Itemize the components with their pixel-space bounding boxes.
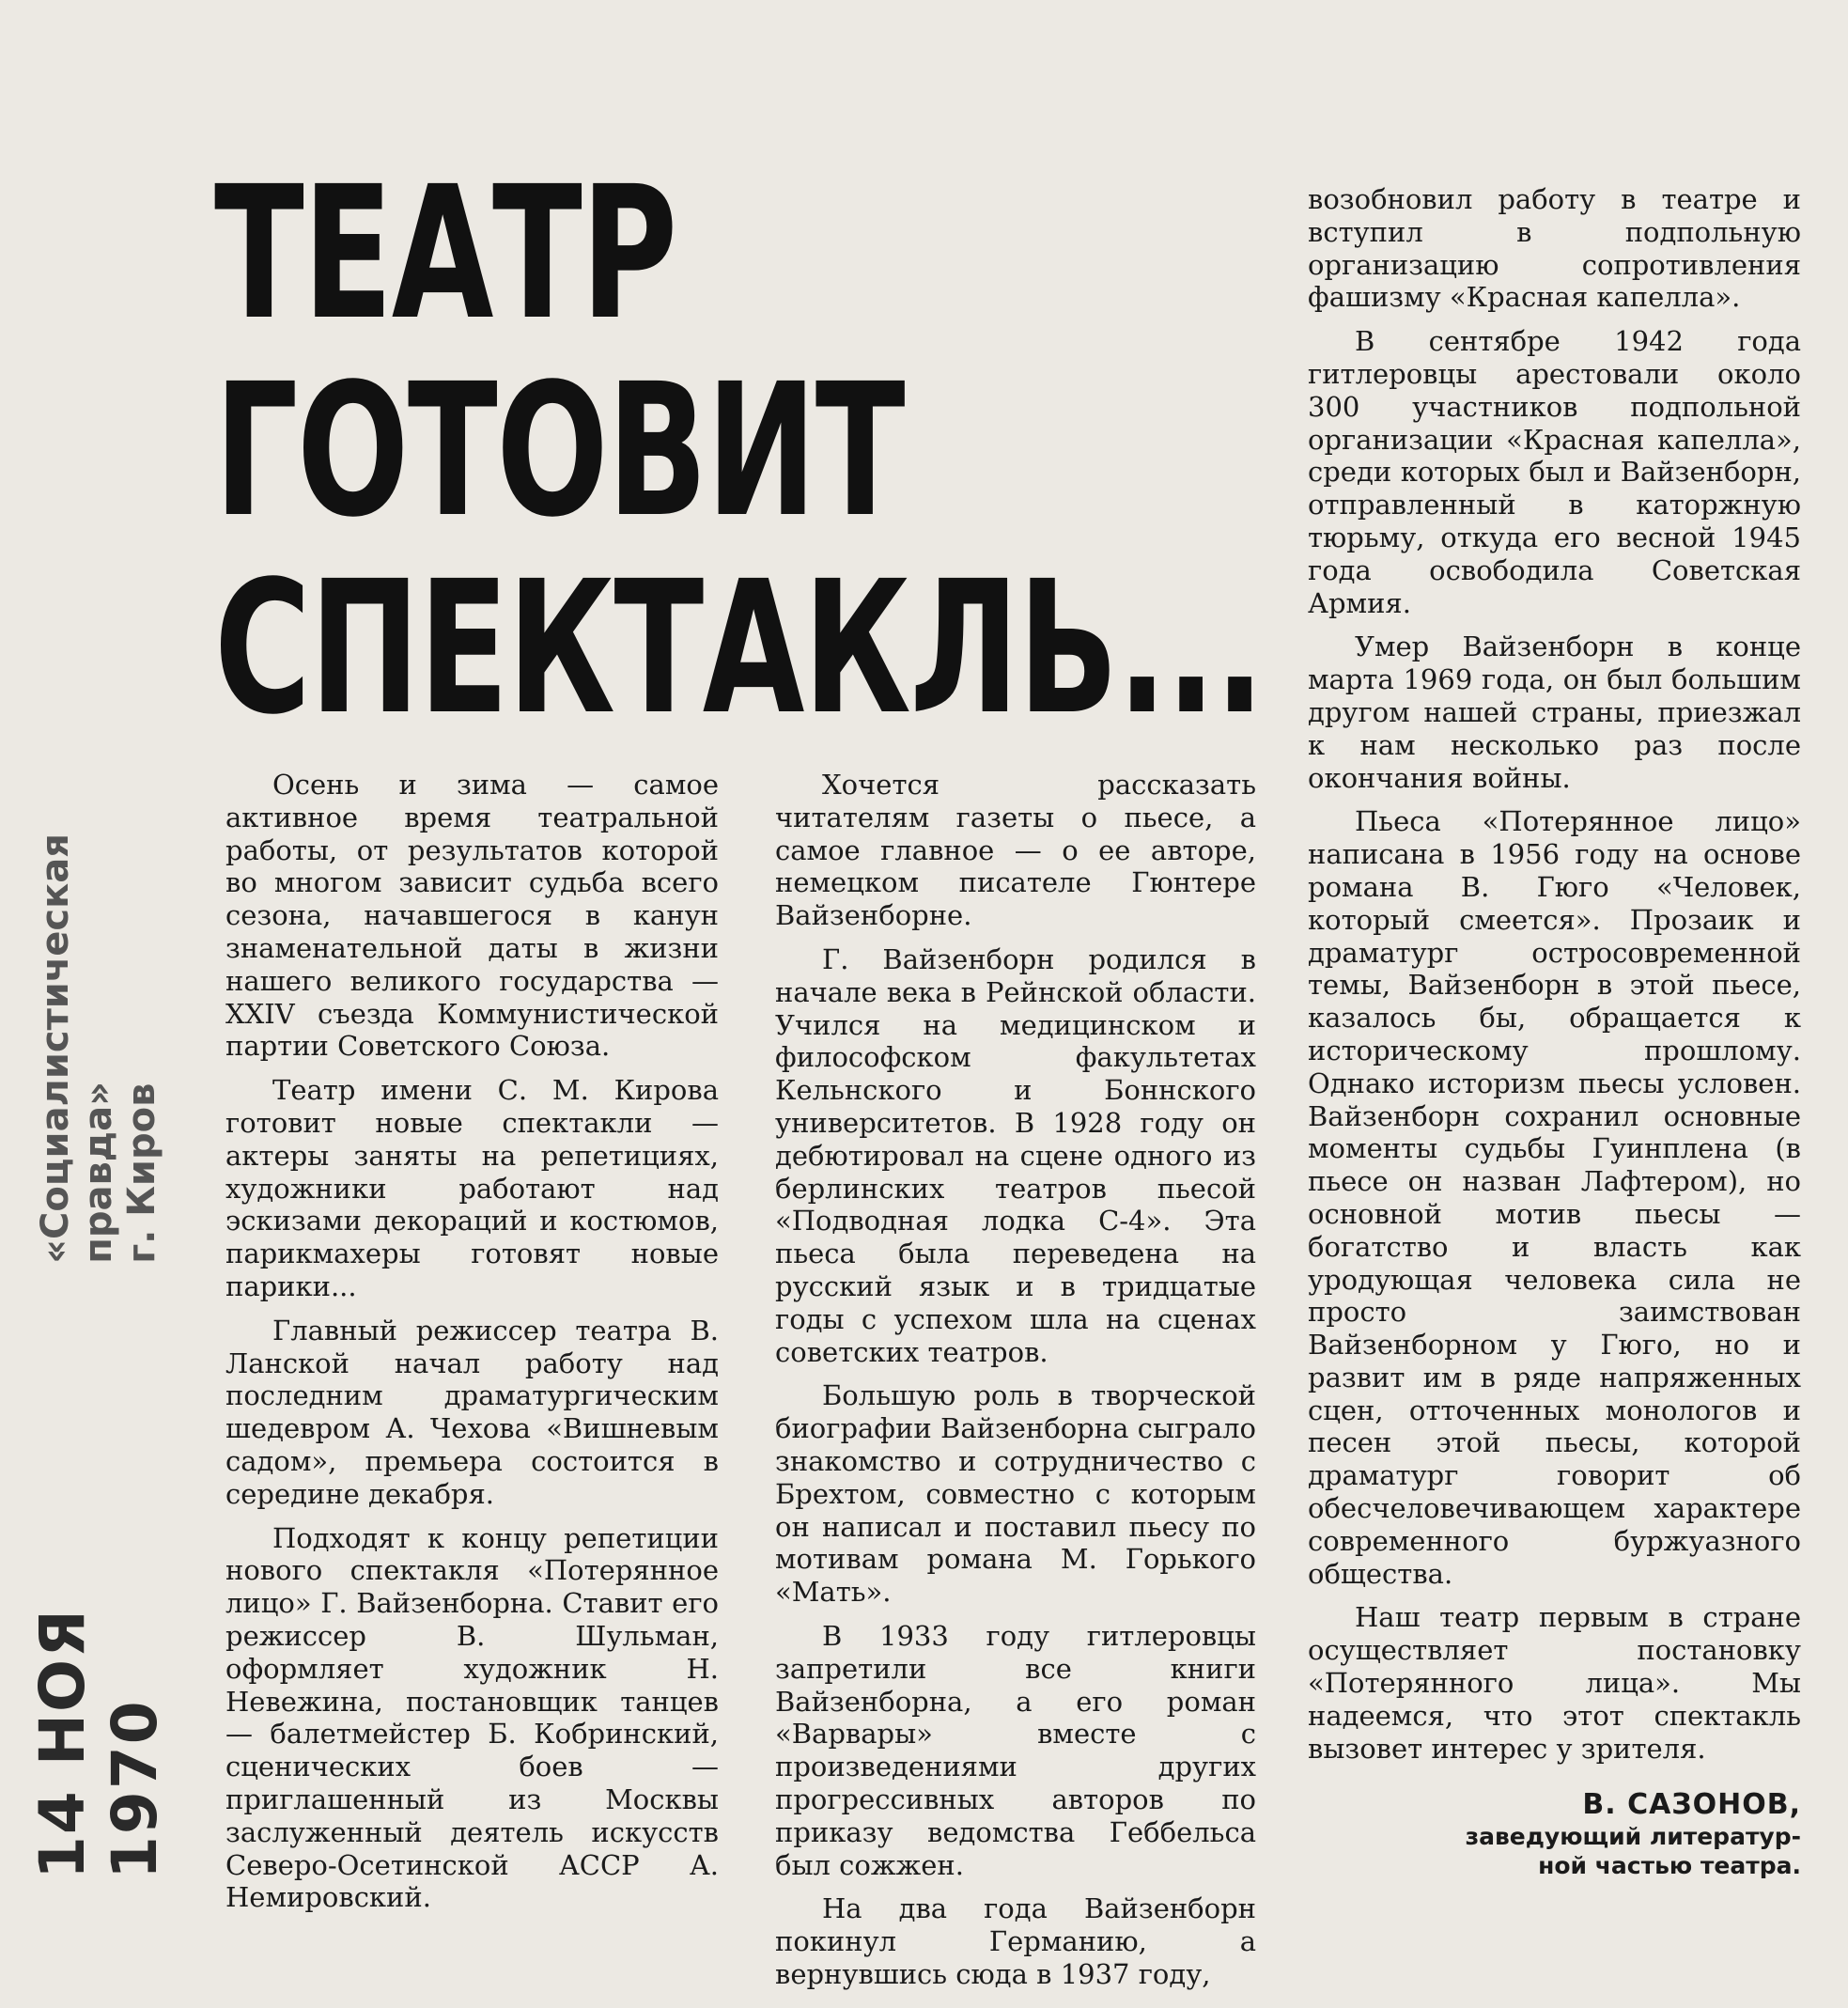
paragraph: Хочется рассказать читателям газеты о пьесе, а самое главное — о ее авторе, немецком писателе Гюнтере Вайзенборне.	[775, 769, 1256, 932]
headline-line-2: ГОТОВИТ	[214, 344, 905, 557]
paragraph: Главный режиссер театра В. Ланской начал работу над последним драматургическим шедевром А. Чехова «Вишневым садом», премьера состоится в середине декабря.	[225, 1314, 719, 1510]
headline-line-1: ТЕАТР	[214, 147, 676, 360]
paragraph: В 1933 году гитлеровцы запретили все книги Вайзенборна, а его роман «Варвары» вместе с произведениями других прогрессивных авторов по приказу ведомства Геббельса был сожжен.	[775, 1619, 1256, 1881]
author-signature	[1308, 1789, 1801, 1880]
paragraph: Большую роль в творческой биографии Вайзенборна сыграло знакомство и сотрудничество с Брехтом, совместно с которым он написал и поставил пьесу по мотивам романа М. Горького «Мать».	[775, 1379, 1256, 1609]
paragraph: В сентябре 1942 года гитлеровцы арестовали около 300 участников подпольной организации «Красная капелла», среди которых был и Вайзенборн, отправленный в каторжную тюрьму, откуда его весной 1945 года освободила Советская Армия.	[1308, 325, 1801, 619]
paragraph: Подходят к концу репетиции нового спектакля «Потерянное лицо» Г. Вайзенборна. Ставит его режиссер В. Шульман, оформляет художник Н. Невежина, постановщик танцев — балетмейстер Б. Кобринский, сценических боев — приглашенный из Москвы заслуженный деятель искусств Северо-Осетинской АССР А. Немировский.	[225, 1521, 719, 1914]
paragraph: Пьеса «Потерянное лицо» написана в 1956 году на основе романа В. Гюго «Человек, который смеется». Прозаик и драматург остросовременной темы, Вайзенборн в этой пьесе, казалось бы, обращается к историческому прошлому. Однако историзм пьесы условен. Вайзенборн сохранил основные моменты судьбы Гуинплена (в пьесе он назван Лафтером), но основной мотив пьесы — богатство и власть как уродующая человека сила не просто заимствован Вайзенборном у Гюго, но и развит им в ряде напряженных сцен, отточенных монологов и песен этой пьесы, которой драматург говорит об обесчеловечивающем характере современного буржуазного общества.	[1308, 805, 1801, 1590]
paragraph: возобновил работу в театре и вступил в подпольную организацию сопротивления фашизму «Красная капелла».	[1308, 183, 1801, 314]
author-role-line-1: заведующий литератур-	[1465, 1823, 1801, 1851]
article-column-3	[1308, 183, 1801, 1880]
paragraph: Осень и зима — самое активное время театральной работы, от результатов которой во многом зависит судьба всего сезона, начавшегося в канун знаменательной даты в жизни нашего великого государства — XXIV съезда Коммунистической партии Советского Союза.	[225, 769, 719, 1063]
paragraph: Театр имени С. М. Кирова готовит новые спектакли — актеры заняты на репетициях, художники работают над эскизами декораций и костюмов, парикмахеры готовят новые парики...	[225, 1074, 719, 1302]
author-role-line-2: ной частью театра.	[1538, 1852, 1801, 1880]
article-column-1	[225, 769, 719, 1925]
stamp-source: «Социалистическая правда»	[34, 833, 120, 1264]
paragraph: Умер Вайзенборн в конце марта 1969 года, он был большим другом нашей страны, приезжал к нам несколько раз после окончания войны.	[1308, 630, 1801, 794]
date-stamp	[26, 639, 171, 1879]
stamp-source-block	[34, 639, 163, 1264]
headline-line-3: СПЕКТАКЛЬ...	[214, 541, 1264, 755]
stamp-date: 14 НОЯ 1970	[26, 1608, 171, 1879]
author-name: В. САЗОНОВ,	[1582, 1788, 1801, 1822]
paragraph: На два года Вайзенборн покинул Германию, а вернувшись сюда в 1937 году,	[775, 1892, 1256, 1990]
article-column-2	[775, 769, 1256, 2002]
stamp-city: г. Киров	[120, 1082, 163, 1264]
headline	[214, 147, 1264, 755]
paragraph: Наш театр первым в стране осуществляет постановку «Потерянного лица». Мы надеемся, что этот спектакль вызовет интерес у зрителя.	[1308, 1601, 1801, 1765]
paragraph: Г. Вайзенборн родился в начале века в Рейнской области. Учился на медицинском и философском факультетах Кельнского и Боннского университетов. В 1928 году он дебютировал на сцене одного из берлинских театров пьесой «Подводная лодка С-4». Эта пьеса была переведена на русский язык и в тридцатые годы с успехом шла на сценах советских театров.	[775, 942, 1256, 1368]
